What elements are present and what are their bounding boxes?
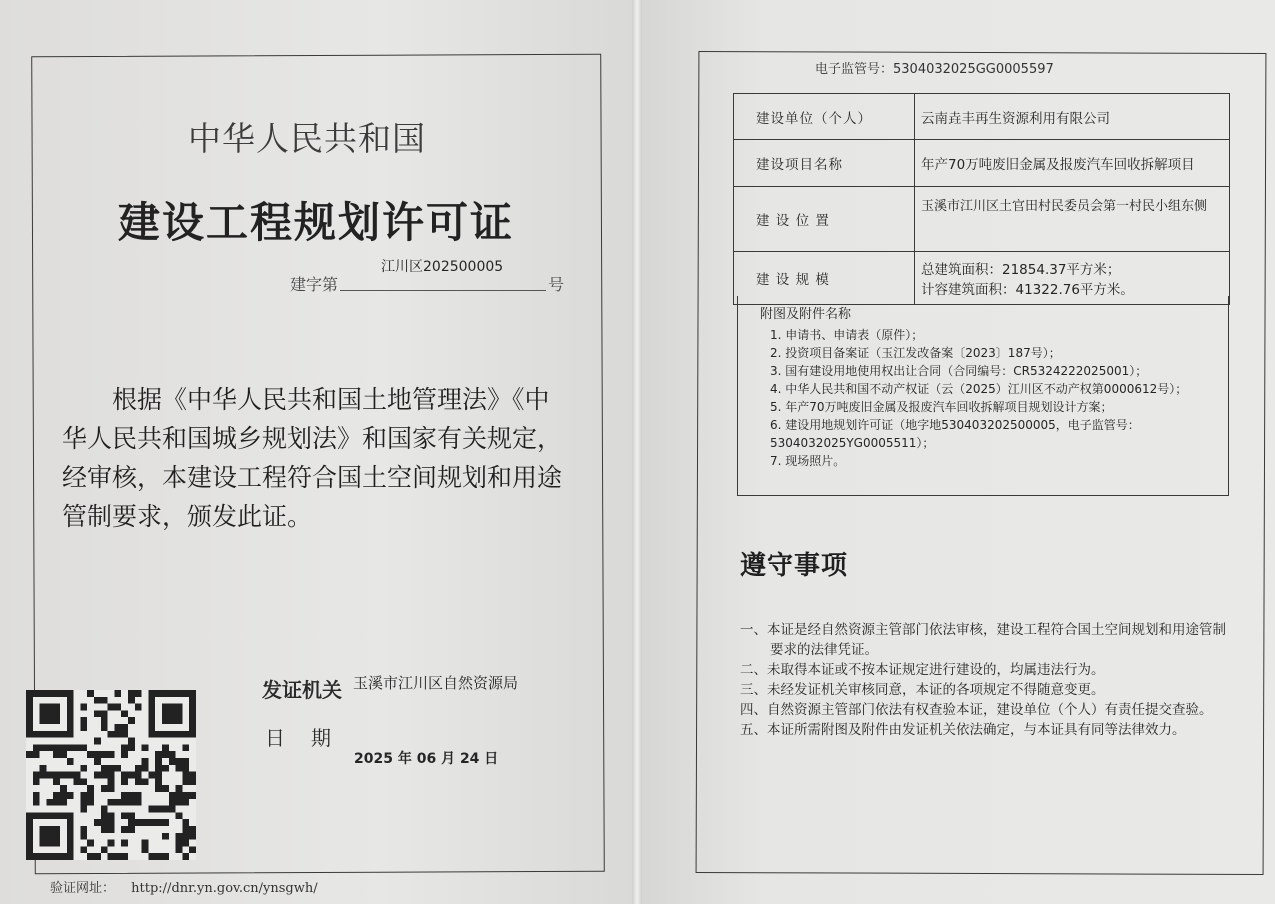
permit-prefix: 建字第 xyxy=(290,275,339,294)
table-key: 建 设 规 模 xyxy=(734,252,915,305)
notice-item: 一、本证是经自然资源主管部门依法审核，建设工程符合国土空间规划和用途管制要求的法律凭证。 xyxy=(740,622,1226,658)
attachment-item: 1. 申请书、申请表（原件）； xyxy=(770,328,924,342)
attachment-item: 2. 投资项目备案证（玉江发改备案〔2023〕187号）； xyxy=(770,346,1061,360)
book-spine xyxy=(632,0,642,904)
qr-code[interactable] xyxy=(25,690,197,860)
permit-number-line xyxy=(340,290,546,291)
supervision-number: 电子监管号：5304032025GG0005597 xyxy=(815,62,1054,77)
table-value: 云南垚丰再生资源利用有限公司 xyxy=(915,94,1230,140)
certificate-title: 建设工程规划许可证 xyxy=(118,198,515,247)
table-key: 建设项目名称 xyxy=(734,140,915,187)
issue-date: 2025 年 06 月 24 日 xyxy=(354,751,499,767)
notice-list xyxy=(740,620,1235,740)
notice-title: 遵守事项 xyxy=(740,551,849,581)
attachments-heading: 附图及附件名称 xyxy=(760,307,852,322)
permit-number: 江川区202500005 xyxy=(381,259,504,275)
table-value: 年产70万吨废旧金属及报废汽车回收拆解项目 xyxy=(915,140,1230,187)
project-info-table xyxy=(733,93,1230,305)
table-row xyxy=(734,140,1230,187)
total-area: 总建筑面积：21854.37平方米； xyxy=(921,262,1121,278)
table-value: 玉溪市江川区土官田村民委员会第一村民小组东侧 xyxy=(915,187,1230,252)
attachments-box xyxy=(737,296,1229,496)
table-key: 建设单位（个人） xyxy=(734,94,915,140)
country-heading: 中华人民共和国 xyxy=(188,119,426,158)
notice-item: 五、本证所需附图及附件由发证机关依法确定，与本证具有同等法律效力。 xyxy=(740,722,1186,738)
certificate-body-text: 根据《中华人民共和国土地管理法》《中华人民共和国城乡规划法》和国家有关规定，经审核，本建设工程符合国土空间规划和用途管制要求，颁发此证。 xyxy=(62,385,563,531)
attachment-item: 4. 中华人民共和国不动产权证（云（2025）江川区不动产权第0000612号）； xyxy=(770,382,1188,396)
verify-label: 验证网址： xyxy=(50,881,116,896)
issuer-name: 玉溪市江川区自然资源局 xyxy=(353,674,519,692)
attachment-item: 7. 现场照片。 xyxy=(770,454,846,468)
table-row xyxy=(734,94,1230,140)
verify-url[interactable]: http://dnr.yn.gov.cn/ynsgwh/ xyxy=(131,881,318,896)
permit-suffix: 号 xyxy=(548,275,565,294)
notice-item: 三、未经发证机关审核同意，本证的各项规定不得随意变更。 xyxy=(740,682,1105,698)
issuer-label: 发证机关 xyxy=(262,678,342,702)
notice-item: 二、未取得本证或不按本证规定进行建设的，均属违法行为。 xyxy=(740,662,1105,678)
plot-ratio-area: 计容建筑面积：41322.76平方米。 xyxy=(921,282,1134,298)
attachment-item: 3. 国有建设用地使用权出让合同（合同编号：CR5324222025001）； xyxy=(770,364,1148,378)
table-row xyxy=(734,187,1230,252)
attachment-item: 6. 建设用地规划许可证（地字地530403202500005，电子监管号：5304032025YG0005511）； xyxy=(770,418,1140,450)
table-key: 建 设 位 置 xyxy=(734,187,915,252)
date-label: 日期 xyxy=(265,726,357,750)
notice-item: 四、自然资源主管部门依法有权查验本证，建设单位（个人）有责任提交查验。 xyxy=(740,702,1213,718)
attachment-item: 5. 年产70万吨废旧金属及报废汽车回收拆解项目规划设计方案； xyxy=(770,400,1113,414)
verify-url-line xyxy=(50,877,318,896)
